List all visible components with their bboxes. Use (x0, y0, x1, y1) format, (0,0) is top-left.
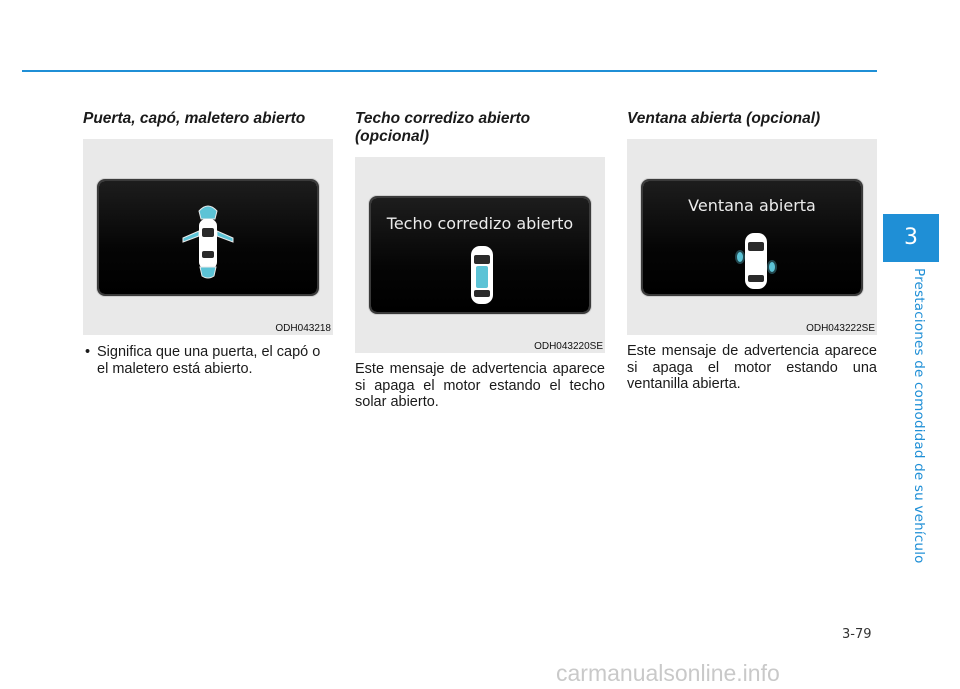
section-heading: Puerta, capó, maletero abierto (83, 110, 306, 127)
figure-code: ODH043218 (275, 323, 331, 334)
cluster-screen (99, 181, 317, 294)
watermark: carmanualsonline.info (556, 660, 780, 686)
car-doors-open-icon (99, 181, 317, 294)
top-rule (22, 70, 877, 72)
section-heading: Ventana abierta (opcional) (627, 110, 821, 127)
screen-message: Ventana abierta (688, 196, 816, 215)
cluster-screen (371, 198, 589, 312)
bullet-item (83, 344, 333, 377)
figure-sunroof-open (355, 157, 605, 353)
section-heading: Techo corredizo abierto (opcional) (355, 110, 531, 145)
bullet-icon: • (85, 344, 91, 360)
section-sunroof-open (355, 110, 605, 411)
figure-code: ODH043222SE (806, 323, 875, 334)
section-door-open (83, 110, 333, 377)
description: Este mensaje de advertencia aparece si apaga el motor estando una ventanilla abierta. (627, 343, 877, 392)
chapter-title: Prestaciones de comodidad de su vehículo (911, 268, 927, 564)
figure-code: ODH043220SE (534, 341, 603, 352)
page-number: 3-79 (842, 627, 872, 642)
screen-message: Techo corredizo abierto (386, 214, 574, 233)
bullet-text: Significa que una puerta, el capó o el maletero está abierto. (97, 344, 321, 377)
cluster-screen (643, 181, 861, 294)
figure-door-open (83, 139, 333, 335)
chapter-number-tab: 3 (883, 214, 939, 262)
section-window-open (627, 110, 877, 393)
description: Este mensaje de advertencia aparece si apaga el motor estando el techo solar abierto. (355, 361, 605, 410)
figure-window-open (627, 139, 877, 335)
